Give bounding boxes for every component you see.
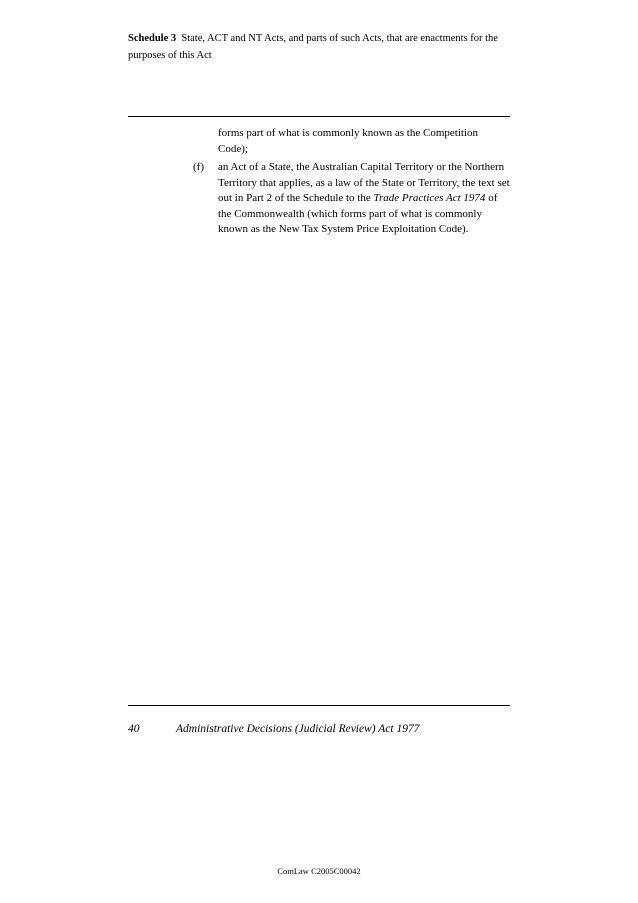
continuation-paragraph: forms part of what is commonly known as the Competition Code);	[218, 127, 478, 155]
header-rule	[128, 116, 510, 117]
paragraph-f	[193, 160, 510, 238]
comlaw-reference: ComLaw C2005C00042	[277, 866, 361, 876]
footer-act-title: Administrative Decisions (Judicial Review) Act 1977	[176, 723, 420, 735]
page-number: 40	[128, 723, 140, 735]
paragraph-f-text-before: an Act of a State, the Australian Capital Territory or the Northern Territory that applies, as a law of the State or Territory, the text set out in Part 2 of the Schedule to the	[218, 161, 510, 204]
schedule-title: State, ACT and NT Acts, and parts of such Acts, that are enactments for the purposes of this Act	[128, 33, 498, 61]
paragraph-f-text-after: of the Commonwealth (which forms part of what is commonly known as the New Tax System Price Exploitation Code).	[218, 192, 498, 235]
act-name-italic: Trade Practices Act 1974	[373, 192, 486, 204]
footer-rule	[128, 705, 510, 706]
schedule-label: Schedule 3	[128, 33, 177, 44]
body-text	[193, 126, 510, 238]
paragraph-f-label: (f)	[193, 161, 204, 173]
running-header	[128, 30, 510, 64]
paragraph-f-text	[218, 160, 510, 238]
